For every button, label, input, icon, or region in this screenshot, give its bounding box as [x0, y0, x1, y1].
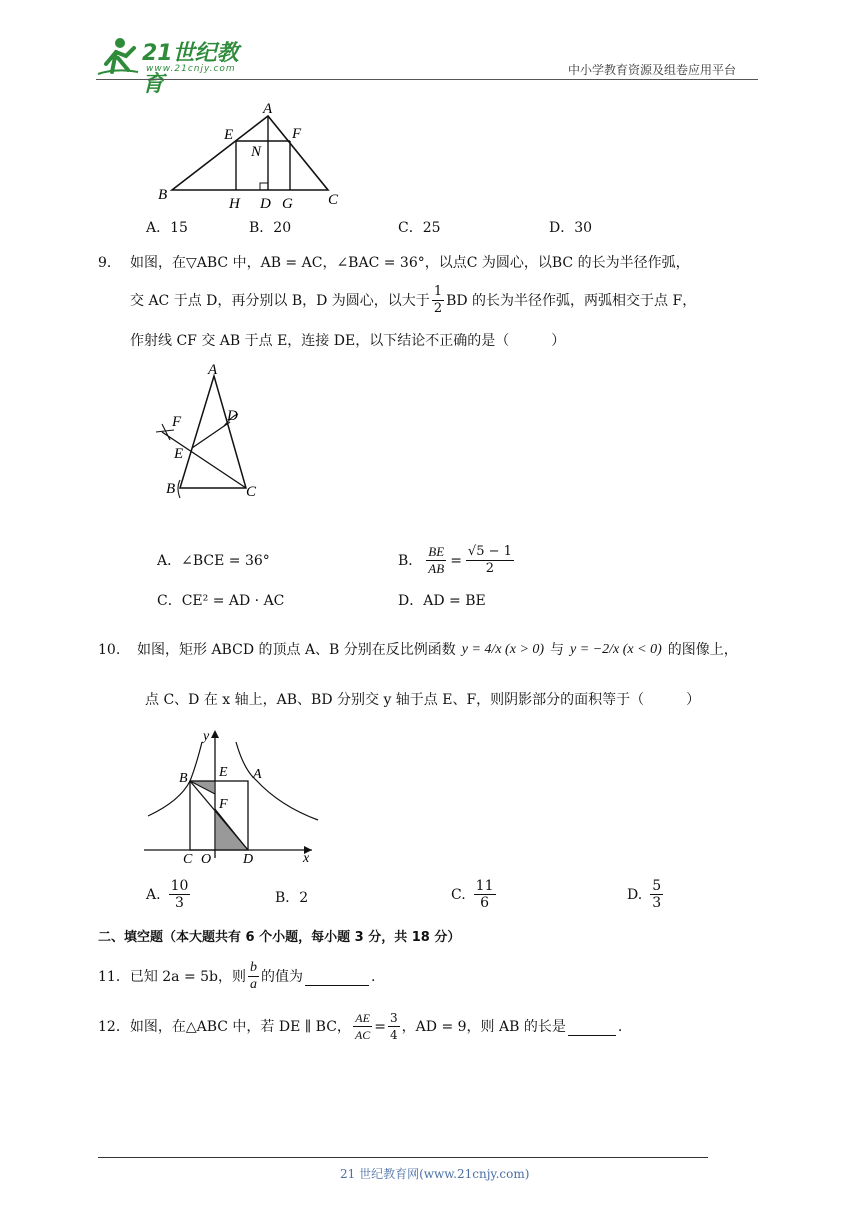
- q10-line2: 点 C、D 在 x 轴上，AB、BD 分别交 y 轴于点 E、F，则阴影部分的面积等于（ ）: [145, 692, 701, 708]
- q11-prefix: 11．已知 2a = 5b，则: [98, 968, 247, 985]
- q12: [98, 1010, 622, 1043]
- q10-opta-den: 3: [175, 895, 184, 911]
- q10-opta-num: 10: [170, 878, 189, 894]
- q8-option-b: B．20: [249, 220, 292, 236]
- q10-option-a: [146, 878, 190, 911]
- q12-lhs-num: AE: [355, 1011, 370, 1025]
- fig9-label-D: D: [227, 408, 238, 424]
- q9-optb-rhs-fraction: [466, 544, 514, 577]
- q10-optd-num: 5: [652, 878, 662, 894]
- logo-url: www.21cnjy.com: [146, 64, 236, 74]
- fig9-label-E: E: [174, 446, 184, 462]
- logo-text: 21世纪教育: [142, 41, 239, 97]
- fig10-label-F: F: [219, 797, 228, 812]
- footer-divider: [98, 1157, 708, 1158]
- q11-suffix: 的值为: [261, 968, 304, 985]
- fig10-label-D: D: [243, 852, 254, 866]
- q9-frac-den: 2: [433, 301, 443, 316]
- q9-option-a: A．∠BCE = 36°: [157, 553, 270, 569]
- q10-mid: 与: [550, 642, 565, 658]
- q12-lhs-den: AC: [354, 1028, 371, 1042]
- q11: [98, 960, 375, 993]
- q9-optb-prefix: B．: [398, 552, 423, 569]
- q9-optb-lhs-fraction: [426, 544, 446, 577]
- q9-option-b: [398, 544, 514, 577]
- q9-frac-num: 1: [433, 284, 443, 299]
- footer-text: 21 世纪教育网(www.21cnjy.com): [340, 1167, 530, 1181]
- q12-answer-blank[interactable]: [568, 1017, 616, 1036]
- q10-figure: [140, 726, 330, 870]
- fig8-label-G: G: [282, 196, 293, 212]
- q9-option-d: D．AD = BE: [398, 593, 486, 609]
- header-logo: [96, 34, 256, 97]
- q9-optb-eq: =: [450, 552, 462, 569]
- q10-optc-fraction: [474, 878, 496, 911]
- q12-middle: ，AD = 9，则 AB 的长是: [401, 1018, 566, 1035]
- q12-lhs-fraction: [353, 1010, 372, 1043]
- q9-line2: [130, 284, 696, 317]
- fig8-label-A: A: [263, 101, 273, 117]
- q9-optb-rhs-den: 2: [485, 561, 495, 576]
- fig9-label-B: B: [166, 481, 176, 497]
- q10-function-1: y = 4/x (x > 0): [461, 642, 545, 657]
- q8-figure: [150, 100, 350, 216]
- q9-option-c: C．CE² = AD · AC: [157, 593, 285, 609]
- q10-optd-den: 3: [652, 895, 662, 911]
- section-2-title: 二、填空题（本大题共有 6 个小题，每小题 3 分，共 18 分）: [98, 930, 461, 945]
- q9-figure: [150, 360, 270, 504]
- fig9-label-A: A: [208, 362, 218, 378]
- q9-line2-fraction: [432, 284, 444, 317]
- fig10-label-E: E: [219, 765, 228, 780]
- q9-number: 9．: [98, 255, 121, 271]
- q10-optc-prefix: C.: [451, 886, 466, 903]
- fig8-label-B: B: [158, 187, 168, 203]
- q10-opta-prefix: A.: [146, 886, 161, 903]
- fig10-label-C: C: [183, 852, 193, 866]
- q10-optc-num: 11: [475, 878, 494, 894]
- fig8-label-E: E: [224, 127, 234, 143]
- fig10-label-x: x: [303, 851, 310, 866]
- q12-rhs-fraction: [388, 1010, 400, 1043]
- q9-line3: 作射线 CF 交 AB 于点 E，连接 DE，以下结论不正确的是（ ）: [130, 333, 566, 349]
- fig8-label-D: D: [260, 196, 271, 212]
- q10-option-d: [627, 878, 663, 911]
- q10-option-b: B．2: [275, 890, 309, 906]
- q12-prefix: 12．如图，在△ABC 中，若 DE ∥ BC，: [98, 1018, 351, 1035]
- header-right-text: 中小学教育资源及组卷应用平台: [568, 63, 737, 77]
- q12-eq: =: [374, 1018, 387, 1035]
- fig10-label-A: A: [253, 767, 262, 782]
- q10-optd-prefix: D.: [627, 886, 643, 903]
- q10-line1-a: 如图，矩形 ABCD 的顶点 A、B 分别在反比例函数: [137, 642, 456, 658]
- header-divider: [96, 79, 758, 80]
- fig9-label-C: C: [246, 484, 257, 500]
- fig8-label-N: N: [251, 144, 262, 160]
- fig8-label-F: F: [292, 126, 302, 142]
- q12-rhs-den: 4: [390, 1028, 398, 1042]
- q10-option-c: [451, 878, 496, 911]
- q10-line1-b: 的图像上，: [667, 642, 738, 658]
- q12-end: .: [617, 1018, 623, 1035]
- q10-opta-fraction: [169, 878, 191, 911]
- q9-line2-b: BD 的长为半径作弧，两弧相交于点 F，: [446, 292, 697, 309]
- q11-end: .: [371, 968, 376, 985]
- q8-option-c: C．25: [398, 220, 441, 236]
- q11-fraction: [248, 960, 259, 993]
- q8-option-a: A．15: [146, 220, 188, 236]
- q10-optc-den: 6: [480, 895, 490, 911]
- q11-frac-den: a: [250, 977, 258, 992]
- q8-option-d: D．30: [549, 220, 593, 236]
- fig10-label-B: B: [179, 771, 188, 786]
- q10-number: 10.: [98, 642, 121, 658]
- fig10-label-O: O: [201, 852, 212, 866]
- q9-optb-rhs-num: √5 − 1: [467, 544, 512, 559]
- fig8-label-C: C: [328, 192, 339, 208]
- q11-frac-num: b: [250, 960, 258, 975]
- q9-line1: 如图，在▽ABC 中，AB = AC，∠BAC = 36°，以点C 为圆心，以BC 的长为半径作弧，: [130, 255, 690, 271]
- q10-function-2: y = −2/x (x < 0): [570, 642, 662, 657]
- q11-answer-blank[interactable]: [305, 967, 369, 986]
- fig8-label-H: H: [229, 196, 240, 212]
- q9-optb-lhs-num: BE: [428, 544, 445, 559]
- fig10-label-y: y: [203, 729, 210, 744]
- q12-rhs-num: 3: [390, 1011, 398, 1025]
- q9-line2-a: 交 AC 于点 D，再分别以 B，D 为圆心，以大于: [130, 292, 430, 309]
- q10-line1: [137, 640, 738, 660]
- fig9-label-F: F: [172, 414, 182, 430]
- q9-optb-lhs-den: AB: [428, 561, 445, 576]
- q10-optd-fraction: [650, 878, 663, 911]
